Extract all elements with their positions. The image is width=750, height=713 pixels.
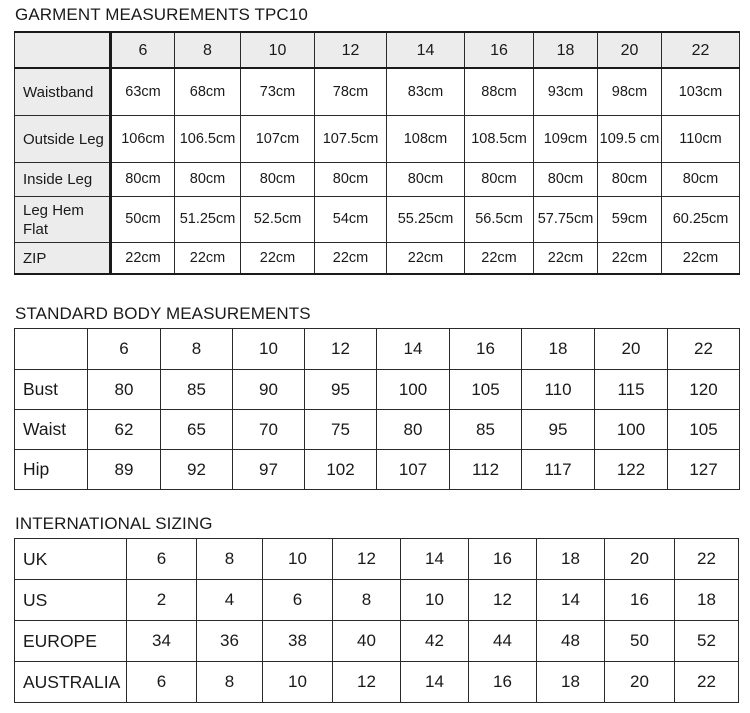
size-cell: 20 — [605, 662, 675, 703]
measurement-cell: 80cm — [598, 163, 662, 197]
measurement-cell: 52.5cm — [241, 197, 315, 243]
measurement-cell: 109.5 cm — [598, 116, 662, 163]
size-cell: 14 — [401, 662, 469, 703]
body-measurements-title: STANDARD BODY MEASUREMENTS — [15, 304, 311, 323]
row-label: Waist — [15, 410, 88, 450]
table-row — [15, 662, 739, 703]
measurement-cell: 108cm — [387, 116, 465, 163]
measurement-cell: 80cm — [465, 163, 534, 197]
measurement-cell: 50cm — [111, 197, 175, 243]
size-cell: 12 — [469, 580, 537, 621]
size-header-cell: 20 — [598, 32, 662, 68]
body-corner-cell — [15, 329, 88, 370]
measurement-cell: 80cm — [175, 163, 241, 197]
size-cell: 16 — [469, 539, 537, 580]
size-header-cell: 22 — [668, 329, 740, 370]
body-header-row — [15, 329, 740, 370]
size-header-cell: 10 — [241, 32, 315, 68]
measurement-cell: 22cm — [387, 243, 465, 275]
measurement-cell: 90 — [233, 370, 305, 410]
measurement-cell: 83cm — [387, 68, 465, 116]
size-cell: 16 — [469, 662, 537, 703]
measurement-cell: 98cm — [598, 68, 662, 116]
size-cell: 4 — [197, 580, 263, 621]
measurement-cell: 22cm — [315, 243, 387, 275]
size-header-cell: 10 — [233, 329, 305, 370]
size-cell: 2 — [127, 580, 197, 621]
size-header-cell: 14 — [377, 329, 450, 370]
measurement-cell: 80cm — [315, 163, 387, 197]
measurement-cell: 60.25cm — [662, 197, 740, 243]
measurement-cell: 51.25cm — [175, 197, 241, 243]
size-cell: 22 — [675, 662, 739, 703]
size-cell: 40 — [333, 621, 401, 662]
size-header-cell: 12 — [315, 32, 387, 68]
measurement-cell: 80cm — [662, 163, 740, 197]
table-row — [15, 621, 739, 662]
size-header-cell: 12 — [305, 329, 377, 370]
size-header-cell: 8 — [161, 329, 233, 370]
size-header-cell: 8 — [175, 32, 241, 68]
measurement-cell: 122 — [595, 450, 668, 490]
measurement-cell: 97 — [233, 450, 305, 490]
measurement-cell: 22cm — [111, 243, 175, 275]
measurement-cell: 107 — [377, 450, 450, 490]
size-cell: 8 — [197, 539, 263, 580]
measurement-cell: 54cm — [315, 197, 387, 243]
size-cell: 34 — [127, 621, 197, 662]
measurement-cell: 70 — [233, 410, 305, 450]
measurement-cell: 80 — [377, 410, 450, 450]
size-cell: 22 — [675, 539, 739, 580]
table-row — [15, 370, 740, 410]
row-label: ZIP — [15, 243, 111, 275]
measurement-cell: 112 — [450, 450, 522, 490]
size-header-cell: 14 — [387, 32, 465, 68]
measurement-cell: 59cm — [598, 197, 662, 243]
measurement-cell: 120 — [668, 370, 740, 410]
measurement-cell: 65 — [161, 410, 233, 450]
measurement-cell: 105 — [668, 410, 740, 450]
measurement-cell: 22cm — [175, 243, 241, 275]
size-header-cell: 6 — [111, 32, 175, 68]
garment-header-row — [15, 32, 740, 68]
measurement-cell: 108.5cm — [465, 116, 534, 163]
garment-corner-cell — [15, 32, 111, 68]
size-cell: 12 — [333, 662, 401, 703]
garment-measurements-title: GARMENT MEASUREMENTS TPC10 — [15, 5, 308, 24]
size-cell: 44 — [469, 621, 537, 662]
size-cell: 52 — [675, 621, 739, 662]
table-row — [15, 450, 740, 490]
size-cell: 18 — [537, 662, 605, 703]
measurement-cell: 92 — [161, 450, 233, 490]
measurement-cell: 85 — [161, 370, 233, 410]
row-label: Waistband — [15, 68, 111, 116]
size-cell: 6 — [263, 580, 333, 621]
size-cell: 18 — [675, 580, 739, 621]
size-cell: 10 — [263, 662, 333, 703]
garment-measurements-table — [14, 31, 740, 275]
size-cell: 48 — [537, 621, 605, 662]
measurement-cell: 85 — [450, 410, 522, 450]
table-row — [15, 243, 740, 275]
row-label: Hip — [15, 450, 88, 490]
measurement-cell: 88cm — [465, 68, 534, 116]
size-cell: 6 — [127, 662, 197, 703]
size-cell: 20 — [605, 539, 675, 580]
measurement-cell: 107cm — [241, 116, 315, 163]
table-row — [15, 68, 740, 116]
size-cell: 8 — [333, 580, 401, 621]
size-cell: 14 — [401, 539, 469, 580]
region-label: US — [15, 580, 127, 621]
measurement-cell: 22cm — [662, 243, 740, 275]
measurement-cell: 110 — [522, 370, 595, 410]
measurement-cell: 107.5cm — [315, 116, 387, 163]
measurement-cell: 110cm — [662, 116, 740, 163]
size-cell: 18 — [537, 539, 605, 580]
table-row — [15, 410, 740, 450]
size-header-cell: 18 — [522, 329, 595, 370]
size-cell: 14 — [537, 580, 605, 621]
size-header-cell: 20 — [595, 329, 668, 370]
measurement-cell: 105 — [450, 370, 522, 410]
measurement-cell: 80cm — [241, 163, 315, 197]
measurement-cell: 62 — [88, 410, 161, 450]
size-cell: 36 — [197, 621, 263, 662]
measurement-cell: 102 — [305, 450, 377, 490]
body-measurements-table — [14, 328, 740, 490]
size-cell: 38 — [263, 621, 333, 662]
region-label: AUSTRALIA — [15, 662, 127, 703]
measurement-cell: 95 — [305, 370, 377, 410]
measurement-cell: 100 — [377, 370, 450, 410]
size-header-cell: 18 — [534, 32, 598, 68]
measurement-cell: 93cm — [534, 68, 598, 116]
row-label: Leg Hem Flat — [15, 197, 111, 243]
size-header-cell: 6 — [88, 329, 161, 370]
measurement-cell: 100 — [595, 410, 668, 450]
measurement-cell: 78cm — [315, 68, 387, 116]
table-row — [15, 580, 739, 621]
measurement-cell: 95 — [522, 410, 595, 450]
measurement-cell: 56.5cm — [465, 197, 534, 243]
table-row — [15, 197, 740, 243]
measurement-cell: 106cm — [111, 116, 175, 163]
size-cell: 50 — [605, 621, 675, 662]
table-row — [15, 163, 740, 197]
row-label: Bust — [15, 370, 88, 410]
size-cell: 10 — [263, 539, 333, 580]
size-cell: 42 — [401, 621, 469, 662]
measurement-cell: 22cm — [465, 243, 534, 275]
measurement-cell: 68cm — [175, 68, 241, 116]
measurement-cell: 103cm — [662, 68, 740, 116]
measurement-cell: 117 — [522, 450, 595, 490]
international-sizing-title: INTERNATIONAL SIZING — [15, 514, 213, 533]
measurement-cell: 109cm — [534, 116, 598, 163]
size-cell: 8 — [197, 662, 263, 703]
table-row — [15, 539, 739, 580]
international-sizing-table — [14, 538, 739, 703]
row-label: Outside Leg — [15, 116, 111, 163]
measurement-cell: 57.75cm — [534, 197, 598, 243]
measurement-cell: 80 — [88, 370, 161, 410]
measurement-cell: 22cm — [534, 243, 598, 275]
size-cell: 16 — [605, 580, 675, 621]
measurement-cell: 75 — [305, 410, 377, 450]
measurement-cell: 127 — [668, 450, 740, 490]
measurement-cell: 73cm — [241, 68, 315, 116]
size-header-cell: 16 — [465, 32, 534, 68]
measurement-cell: 80cm — [534, 163, 598, 197]
measurement-cell: 115 — [595, 370, 668, 410]
measurement-cell: 80cm — [111, 163, 175, 197]
size-cell: 6 — [127, 539, 197, 580]
measurement-cell: 80cm — [387, 163, 465, 197]
measurement-cell: 22cm — [241, 243, 315, 275]
region-label: UK — [15, 539, 127, 580]
region-label: EUROPE — [15, 621, 127, 662]
size-cell: 10 — [401, 580, 469, 621]
measurement-cell: 22cm — [598, 243, 662, 275]
table-row — [15, 116, 740, 163]
measurement-cell: 55.25cm — [387, 197, 465, 243]
size-header-cell: 16 — [450, 329, 522, 370]
measurement-cell: 89 — [88, 450, 161, 490]
size-header-cell: 22 — [662, 32, 740, 68]
measurement-cell: 63cm — [111, 68, 175, 116]
size-cell: 12 — [333, 539, 401, 580]
row-label: Inside Leg — [15, 163, 111, 197]
measurement-cell: 106.5cm — [175, 116, 241, 163]
